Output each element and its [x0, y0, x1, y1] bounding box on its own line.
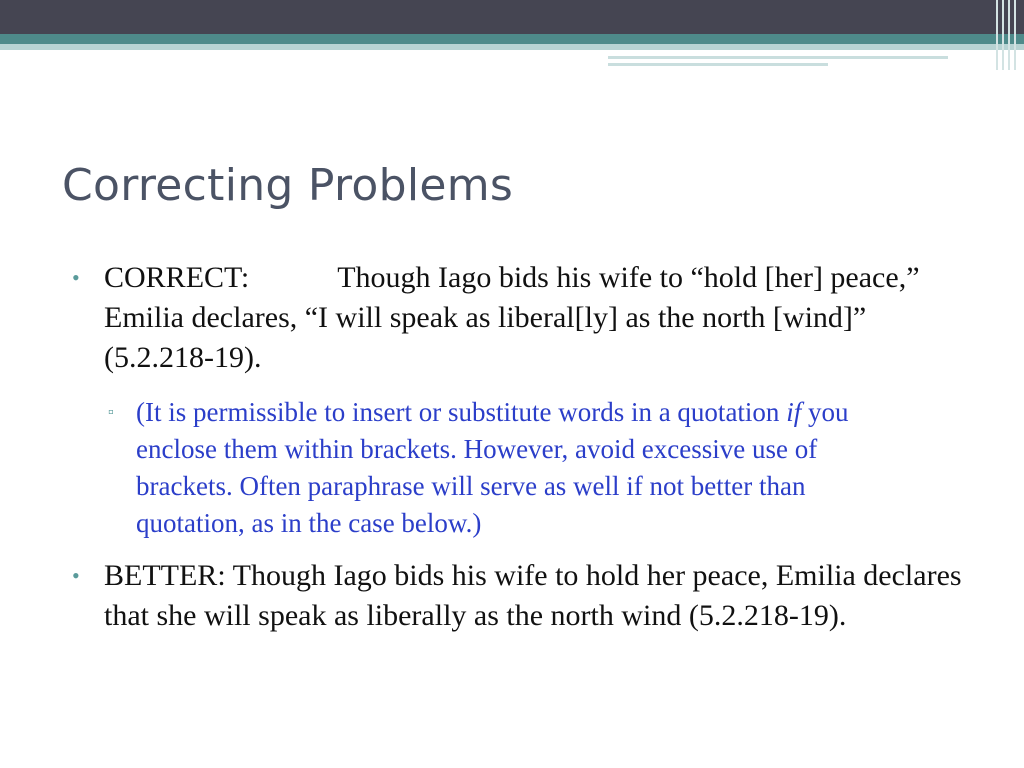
header-decoration	[0, 0, 1024, 70]
header-accent-line	[608, 63, 828, 66]
bullet-correct	[72, 258, 972, 378]
bullet-label: CORRECT:	[104, 261, 250, 294]
header-accent-line	[608, 56, 948, 59]
bullet-text: Though Iago bids his wife to hold her peace, Emilia declares that she will speak as liberally as the north wind (5.2.218-19).	[104, 559, 962, 632]
sub-bullet-note	[108, 394, 906, 542]
note-emphasis: if	[786, 397, 802, 427]
bullet-marker-icon: •	[72, 563, 80, 588]
bullet-better	[72, 556, 972, 636]
bullet-text: Though Iago bids his wife to “hold [her] peace,” Emilia declares, “I will speak as liberal[ly] as the north [wind]” (5.2.218-19).	[104, 261, 920, 374]
header-dark-band	[0, 0, 1024, 34]
header-stripes	[996, 0, 1016, 70]
slide-title: Correcting Problems	[62, 160, 514, 211]
note-text-before: (It is permissible to insert or substitute words in a quotation	[136, 397, 787, 427]
square-bullet-icon: ▫	[108, 404, 114, 421]
header-teal-band	[0, 34, 1024, 44]
header-light-band	[0, 44, 1024, 50]
slide-body	[72, 258, 972, 636]
bullet-marker-icon: •	[72, 265, 80, 290]
note-text-after: you enclose them within brackets. However, avoid excessive use of brackets. Often paraphrase will serve as well if not better than quotation, as in the case below.)	[136, 397, 849, 538]
bullet-label: BETTER:	[104, 559, 226, 592]
